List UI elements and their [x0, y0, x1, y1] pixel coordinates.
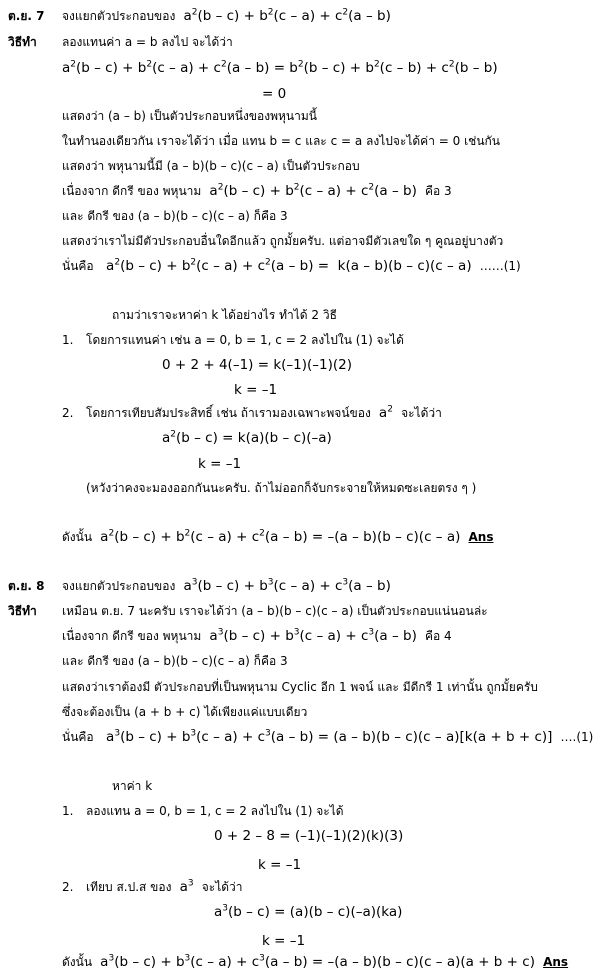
polynomial-expression: $a^3(b - c) + b^3(c - a) + c^3(a - b)$ — [205, 627, 422, 644]
final-rhs: = –(a – b)(b – c)(c – a)(a + b + c) — [311, 954, 535, 970]
equation-ref: ……(1) — [479, 259, 521, 273]
term-expression: $a^2$ — [374, 404, 393, 421]
degree-polynomial-line — [62, 628, 452, 644]
method-1-number: 1. — [62, 333, 74, 347]
ans-label: Ans — [543, 955, 569, 969]
method-2-rhs: = k(a)(b – c)(–a) — [222, 430, 332, 446]
method-label: วิธีทำ — [8, 604, 37, 618]
no-other-factor-text: แสดงว่าเราไม่มีตัวประกอบอื่นใดอีกแล้ว ถูกมั้ยครับ. แต่อาจมีตัวเลขใด ๆ คูณอยู่บางตัว — [62, 234, 504, 248]
method-1-number: 1. — [62, 804, 74, 818]
problem-expression: $a^2(b - c) + b^2(c - a) + c^2(a - b)$ — [179, 7, 391, 24]
must-have-text: แสดงว่าเราต้องมี ตัวประกอบที่เป็นพหุนาม Cyclic อีก 1 พจน์ และ มีดีกรี 1 เท่านั้น ถูกมั้ยครับ — [62, 680, 538, 694]
same-as-example-text: เหมือน ต.ย. 7 นะครับ เราจะได้ว่า (a – b)(b – c)(c – a) เป็นตัวประกอบแน่นอนล่ะ — [62, 604, 488, 618]
polynomial-expression: $a^2(b - c) + b^2(c - a) + c^2(a - b)$ — [205, 182, 422, 199]
method-2-number: 2. — [62, 880, 74, 894]
thatis-text: นั่นคือ — [62, 730, 94, 744]
therefore-text: ดังนั้น — [62, 955, 93, 969]
substitute-text: ลองแทนค่า a = b ลงไป จะได้ว่า — [62, 35, 233, 49]
substitution-equation: $a^2(b - c) + b^2(c - a) + c^2(a - b) = b^2(b - c) + b^2(c - b) + c^2(b - b)$ — [62, 59, 498, 76]
find-k-text: ถามว่าเราจะหาค่า k ได้อย่างไร ทำได้ 2 วิธี — [112, 308, 337, 322]
result-equation-line — [62, 729, 593, 745]
method-2-k: k = –1 — [198, 456, 242, 472]
method-2-number: 2. — [62, 406, 74, 420]
problem-expression: $a^3(b - c) + b^3(c - a) + c^3(a - b)$ — [179, 577, 391, 594]
method-2-line — [86, 405, 442, 421]
method-1-k: k = –1 — [234, 382, 278, 398]
degree-polynomial-line — [62, 183, 452, 199]
result-rhs: = (a – b)(b – c)(c – a)[k(a + b + c)] — [317, 729, 553, 745]
degree-text: เนื่องจาก ดีกรี ของ พหุนาม — [62, 184, 202, 198]
problem-text: จงแยกตัวประกอบของ — [62, 9, 176, 23]
degree-text: เนื่องจาก ดีกรี ของ พหุนาม — [62, 629, 202, 643]
must-be-text: ซึ่งจะต้องเป็น (a + b + c) ได้เพียงแค่แบบเดียว — [62, 705, 308, 719]
example-7-problem — [62, 8, 391, 24]
find-k-text: หาค่า k — [112, 779, 153, 793]
example-7-label: ต.ย. 7 — [8, 9, 45, 23]
final-rhs: = –(a – b)(b – c)(c – a) — [311, 529, 461, 545]
ans-label: Ans — [468, 530, 494, 544]
hope-text: (หวังว่าคงจะมองออกกันนะครับ. ถ้าไม่ออกก็จับกระจายให้หมดซะเลยตรง ๆ ) — [86, 481, 477, 495]
method-label: วิธีทำ — [8, 35, 37, 49]
method-1-equation: 0 + 2 – 8 = (–1)(–1)(2)(k)(3) — [214, 828, 404, 844]
problem-text: จงแยกตัวประกอบของ — [62, 579, 176, 593]
method-2-text-end: จะได้ว่า — [201, 880, 243, 894]
final-equation: $a^3(b - c) + b^3(c - a) + c^3(a - b) = -(a - b)(b - c)(c - a)(a + b + c)$ — [95, 953, 535, 970]
equals-zero: = 0 — [262, 86, 287, 102]
therefore-text: ดังนั้น — [62, 530, 93, 544]
final-answer-line — [62, 954, 568, 970]
thatis-text: นั่นคือ — [62, 259, 94, 273]
method-2-text: เทียบ ส.ป.ส ของ — [86, 880, 172, 894]
method-2-k: k = –1 — [262, 933, 306, 949]
method-2-text-end: จะได้ว่า — [401, 406, 442, 420]
method-2-line — [86, 879, 243, 895]
method-1-text: โดยการแทนค่า เช่น a = 0, b = 1, c = 2 ลงไปใน (1) จะได้ — [86, 333, 404, 347]
result-equation: $a^2(b - c) + b^2(c - a) + c^2(a - b) = k(a - b)(b - c)(c - a)$ — [97, 257, 476, 274]
degree-value: คือ 3 — [424, 184, 452, 198]
method-2-equation: $a^3(b - c) = (a)(b - c)(-a)(ka)$ — [214, 903, 403, 920]
degree-value: คือ 4 — [424, 629, 452, 643]
final-equation: $a^2(b - c) + b^2(c - a) + c^2(a - b) = -(a - b)(b - c)(c - a)$ — [95, 528, 461, 545]
example-8-label: ต.ย. 8 — [8, 579, 45, 593]
term-expression: $a^3$ — [175, 878, 194, 895]
method-2-equation: $a^2(b - c) = k(a)(b - c)(-a)$ — [162, 429, 332, 446]
method-1-k: k = –1 — [258, 857, 302, 873]
degree-factor-text: และ ดีกรี ของ (a – b)(b – c)(c – a) ก็คือ 3 — [62, 209, 288, 223]
similarly-text: ในทำนองเดียวกัน เราจะได้ว่า เมื่อ แทน b = c และ c = a ลงไปจะได้ค่า = 0 เช่นกัน — [62, 134, 500, 148]
result-equation: $a^3(b - c) + b^3(c - a) + c^3(a - b) = (a - b)(b - c)(c - a)[k(a + b + c)]$ — [97, 728, 553, 745]
method-2-text: โดยการเทียบสัมประสิทธิ์ เช่น ถ้าเรามองเฉพาะพจน์ของ — [86, 406, 371, 420]
example-8-problem — [62, 578, 391, 594]
method-1-equation: 0 + 2 + 4(–1) = k(–1)(–1)(2) — [162, 357, 353, 373]
final-answer-line — [62, 529, 493, 545]
method-1-text: ลองแทน a = 0, b = 1, c = 2 ลงไปใน (1) จะได้ — [86, 804, 344, 818]
result-equation-line — [62, 258, 521, 274]
factors-text: แสดงว่า พหุนามนี้มี (a – b)(b – c)(c – a) เป็นตัวประกอบ — [62, 159, 360, 173]
factor-found-text: แสดงว่า (a – b) เป็นตัวประกอบหนึ่งของพหุนามนี้ — [62, 109, 317, 123]
method-2-rhs: = (a)(b – c)(–a)(ka) — [274, 904, 403, 920]
degree-factor-text: และ ดีกรี ของ (a – b)(b – c)(c – a) ก็คือ 3 — [62, 654, 288, 668]
equation-ref: ….(1) — [560, 730, 593, 744]
